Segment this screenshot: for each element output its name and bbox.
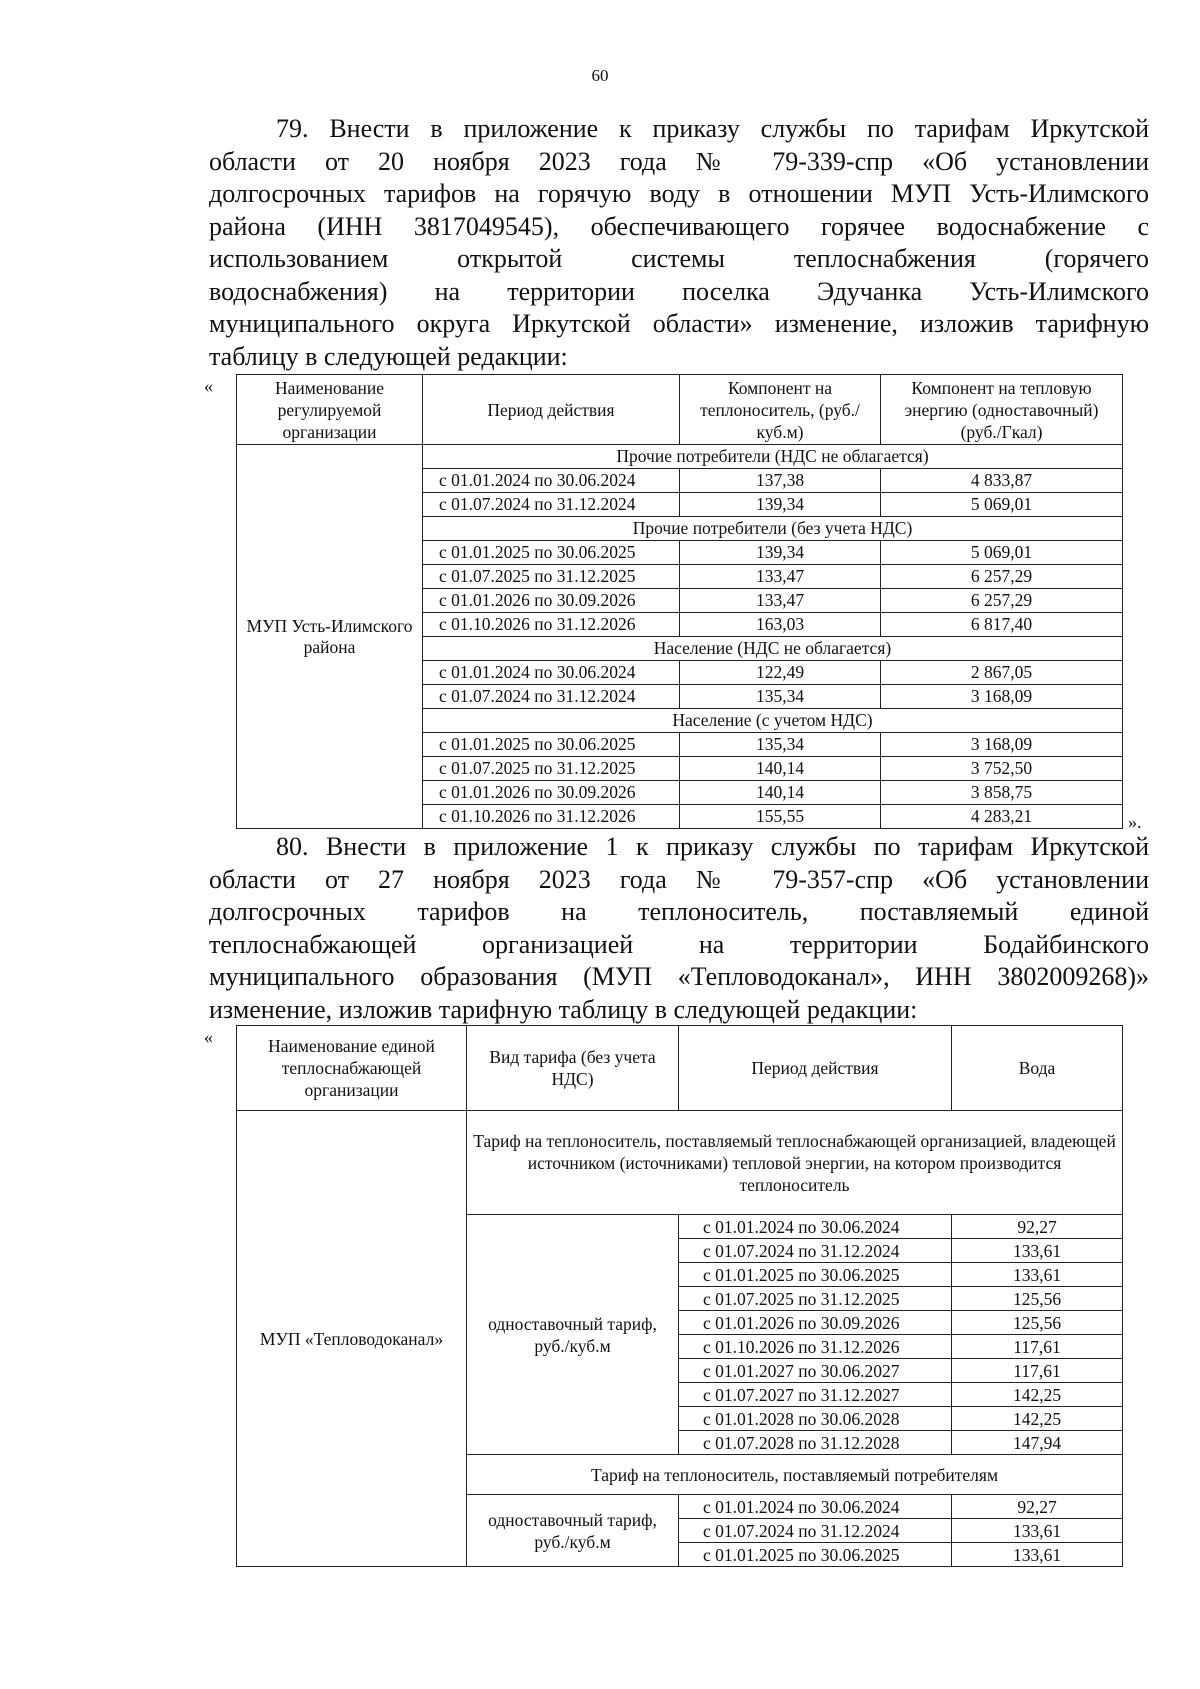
item-80-line: муниципального образования (МУП «Тепловодоканал», ИНН 3802009268)» <box>209 962 1149 991</box>
item-79-paragraph <box>209 113 1149 373</box>
table-row: с 01.07.2025 по 31.12.2025 125,56 <box>237 1287 1123 1311</box>
item-79-line: использованием открытой системы теплоснабжения (горячего <box>209 244 1149 273</box>
table-row: с 01.01.2028 по 30.06.2028 142,25 <box>237 1407 1123 1431</box>
table-row: с 01.10.2026 по 31.12.2026 117,61 <box>237 1335 1123 1359</box>
item-80-paragraph <box>209 831 1149 1026</box>
table-row: с 01.01.2027 по 30.06.2027 117,61 <box>237 1359 1123 1383</box>
table-row: с 01.07.2025 по 31.12.2025 133,47 6 257,29 <box>237 565 1123 589</box>
tariff-type-cell: одноставочный тариф, руб./куб.м <box>467 1215 679 1455</box>
group-title: Прочие потребители (без учета НДС) <box>423 517 1123 541</box>
item-80-line: теплоснабжающей организацией на территории Бодайбинского <box>209 929 1149 959</box>
table-row: с 01.01.2026 по 30.09.2026 125,56 <box>237 1311 1123 1335</box>
header-organization: Наименование единой теплоснабжающей организации <box>237 1026 467 1111</box>
item-79-line: муниципального округа Иркутской области» изменение, изложив тарифную <box>209 309 1149 338</box>
item-80-line: долгосрочных тарифов на теплоноситель, поставляемый единой <box>209 897 1149 926</box>
section-title: Тариф на теплоноситель, поставляемый потребителям <box>467 1455 1123 1495</box>
table-row: с 01.01.2025 по 30.06.2025 133,61 <box>237 1263 1123 1287</box>
page-number: 60 <box>591 66 609 85</box>
header-tariff-type: Вид тарифа (без учета НДС) <box>467 1026 679 1111</box>
table-row: с 01.07.2025 по 31.12.2025 140,14 3 752,50 <box>237 757 1123 781</box>
table-row: с 01.07.2024 по 31.12.2024 133,61 <box>237 1519 1123 1543</box>
table-row: с 01.10.2026 по 31.12.2026 155,55 4 283,21 <box>237 805 1123 829</box>
table-row: с 01.07.2024 по 31.12.2024 139,34 5 069,01 <box>237 493 1123 517</box>
table-row: с 01.01.2025 по 30.06.2025 133,61 <box>237 1543 1123 1567</box>
table-row: с 01.01.2025 по 30.06.2025 135,34 3 168,09 <box>237 733 1123 757</box>
open-quote: « <box>204 376 213 396</box>
table-row: одноставочный тариф, руб./куб.м с 01.01.2024 по 30.06.2024 92,27 <box>237 1495 1123 1519</box>
group-title: Население (с учетом НДС) <box>423 709 1123 733</box>
item-79-line: водоснабжения) на территории поселка Эдучанка Усть-Илимского <box>209 276 1149 306</box>
item-79-line: области от 20 ноября 2023 года № 79-339-спр «Об установлении <box>209 146 1149 176</box>
table-row: с 01.01.2024 по 30.06.2024 137,38 4 833,87 <box>237 469 1123 493</box>
group-title: Прочие потребители (НДС не облагается) <box>423 445 1123 469</box>
item-79-line: долгосрочных тарифов на горячую воду в отношении МУП Усть-Илимского <box>209 179 1149 208</box>
table-row: с 01.01.2026 по 30.09.2026 140,14 3 858,75 <box>237 781 1123 805</box>
table-row: с 01.01.2025 по 30.06.2025 139,34 5 069,01 <box>237 541 1123 565</box>
group-title: Население (НДС не облагается) <box>423 637 1123 661</box>
item-80-line: изменение, изложив тарифную таблицу в следующей редакции: <box>209 994 918 1024</box>
table-row: с 01.10.2026 по 31.12.2026 163,03 6 817,40 <box>237 613 1123 637</box>
item-80-line: области от 27 ноября 2023 года № 79-357-спр «Об установлении <box>209 864 1149 894</box>
table-header-row <box>237 375 1123 445</box>
table-row: с 01.07.2024 по 31.12.2024 133,61 <box>237 1239 1123 1263</box>
header-period: Период действия <box>423 375 680 445</box>
tariff-type-cell: одноставочный тариф, руб./куб.м <box>467 1495 679 1567</box>
item-79-line: района (ИНН 3817049545), обеспечивающего горячее водоснабжение с <box>209 211 1149 241</box>
tariff-table-79 <box>236 374 1123 829</box>
table-row: одноставочный тариф, руб./куб.м с 01.01.2024 по 30.06.2024 92,27 <box>237 1215 1123 1239</box>
close-quote: ». <box>1128 812 1142 832</box>
header-organization: Наименование регулируемой организации <box>237 375 423 445</box>
table-row: с 01.01.2026 по 30.09.2026 133,47 6 257,29 <box>237 589 1123 613</box>
header-water: Вода <box>952 1026 1123 1111</box>
table-row: с 01.07.2024 по 31.12.2024 135,34 3 168,09 <box>237 685 1123 709</box>
organization-cell: МУП «Тепловодоканал» <box>237 1111 467 1567</box>
item-80-line: 80. Внести в приложение 1 к приказу службы по тарифам Иркутской <box>276 832 1149 861</box>
table-row: с 01.07.2028 по 31.12.2028 147,94 <box>237 1431 1123 1455</box>
item-79-line: таблицу в следующей редакции: <box>209 341 568 371</box>
header-energy: Компонент на тепловую энергию (одноставочный) (руб./Гкал) <box>881 375 1123 445</box>
tariff-table-80 <box>236 1025 1123 1567</box>
table-row: с 01.07.2027 по 31.12.2027 142,25 <box>237 1383 1123 1407</box>
header-period: Период действия <box>679 1026 952 1111</box>
open-quote: « <box>204 1027 213 1047</box>
header-carrier: Компонент на теплоноситель, (руб./куб.м) <box>680 375 881 445</box>
table-row: с 01.01.2024 по 30.06.2024 122,49 2 867,05 <box>237 661 1123 685</box>
section-title: Тариф на теплоноситель, поставляемый теплоснабжающей организацией, владеющей источником (источниками) тепловой энергии, на котором производится теплоноситель <box>467 1111 1123 1215</box>
organization-cell: МУП Усть-Илимского района <box>237 445 423 829</box>
table-header-row <box>237 1026 1123 1111</box>
item-79-line: 79. Внести в приложение к приказу службы по тарифам Иркутской <box>276 114 1149 143</box>
